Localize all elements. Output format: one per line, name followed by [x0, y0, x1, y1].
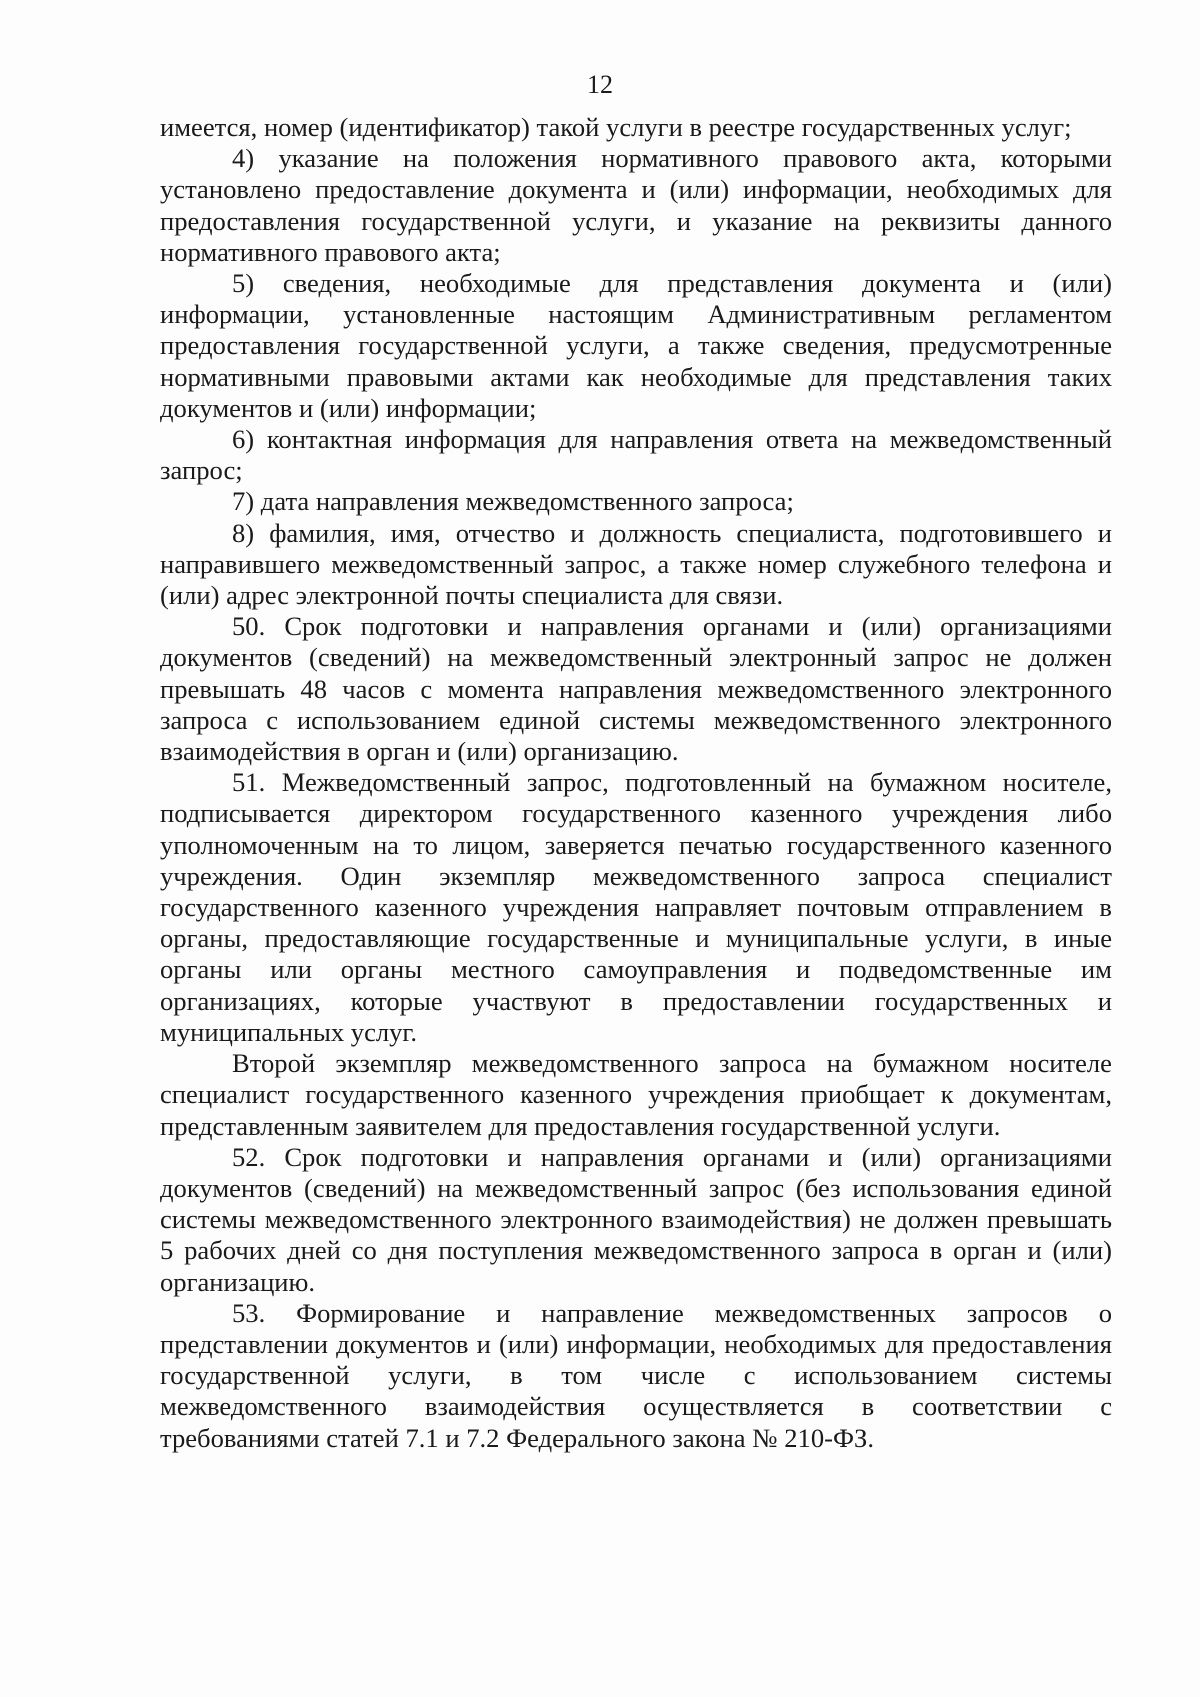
paragraph-item-8: 8) фамилия, имя, отчество и должность специалиста, подготовившего и направившего межведомственный запрос, а также номер служебного телефона и (или) адрес электронной почты специалиста для связи. — [160, 517, 1112, 611]
paragraph-clause-52: 52. Срок подготовки и направления органами и (или) организациями документов (сведений) на межведомственный запрос (без использования единой системы межведомственного электронного взаимодействия) не должен превышать 5 рабочих дней со дня поступления межведомственного запроса в орган и (или) организацию. — [160, 1141, 1112, 1297]
page-number: 12 — [587, 70, 613, 99]
paragraph-item-4: 4) указание на положения нормативного правового акта, которыми установлено предоставление документа и (или) информации, необходимых для предоставления государственной услуги, и указание на реквизиты данного нормативного правового акта; — [160, 143, 1112, 267]
paragraph-continuation: имеется, номер (идентификатор) такой услуги в реестре государственных услуг; — [160, 112, 1072, 142]
paragraph-clause-53: 53. Формирование и направление межведомственных запросов о представлении документов и (или) информации, необходимых для предоставления государственной услуги, в том числе с использованием системы межведомственного взаимодействия осуществляется в соответствии с требованиями статей 7.1 и 7.2 Федерального закона № 210-ФЗ. — [160, 1297, 1112, 1453]
paragraph-item-5: 5) сведения, необходимые для представления документа и (или) информации, установленные настоящим Административным регламентом предоставления государственной услуги, а также сведения, предусмотренные нормативными правовыми актами как необходимые для представления таких документов и (или) информации; — [160, 268, 1112, 423]
paragraph-item-6: 6) контактная информация для направления ответа на межведомственный запрос; — [160, 424, 1112, 486]
paragraph-clause-50: 50. Срок подготовки и направления органами и (или) организациями документов (сведений) на межведомственный электронный запрос не должен превышать 48 часов с момента направления межведомственного электронного запроса с использованием единой системы межведомственного электронного взаимодействия в орган и (или) организацию. — [160, 611, 1112, 767]
paragraph-item-7: 7) дата направления межведомственного запроса; — [232, 486, 794, 517]
document-body — [160, 112, 1112, 1454]
paragraph-clause-51: 51. Межведомственный запрос, подготовленный на бумажном носителе, подписывается директором государственного казенного учреждения либо уполномоченным на то лицом, заверяется печатью государственного казенного учреждения. Один экземпляр межведомственного запроса специалист государственного казенного учреждения направляет почтовым отправлением в органы, предоставляющие государственные и муниципальные услуги, в иные органы или органы местного самоуправления и подведомственные им организациях, которые участвуют в предоставлении государственных и муниципальных услуг. — [160, 767, 1112, 1047]
paragraph-second-copy: Второй экземпляр межведомственного запроса на бумажном носителе специалист государственного казенного учреждения приобщает к документам, представленным заявителем для предоставления государственной услуги. — [160, 1048, 1112, 1141]
